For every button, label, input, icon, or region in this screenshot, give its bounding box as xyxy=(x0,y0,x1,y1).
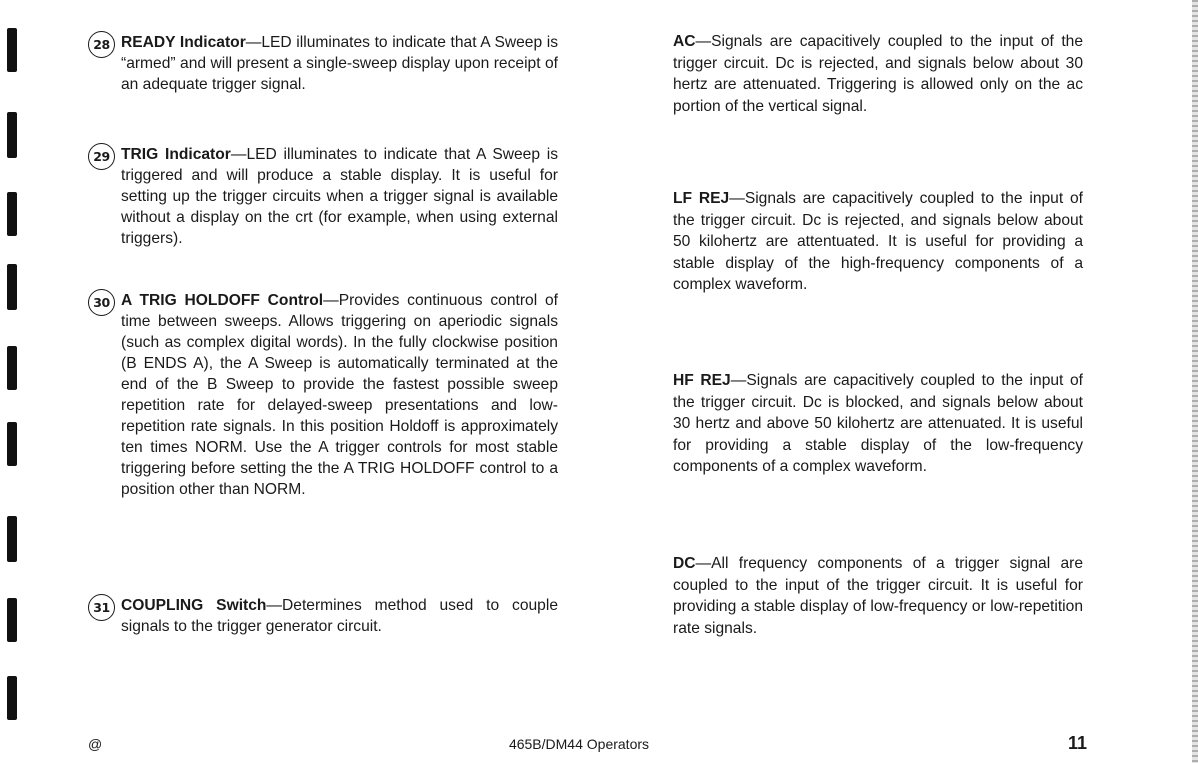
page-number: 11 xyxy=(1068,733,1088,753)
binding-mark xyxy=(7,346,17,390)
binding-mark xyxy=(7,192,17,236)
entry-term: READY Indicator xyxy=(121,34,246,51)
entry-body: —LED illuminates to indicate that A Sweep is triggered and will produce a stable display. It is useful for setting up the trigger circuits when a trigger signal is available without a display on the crt (for example, when using external triggers). xyxy=(121,146,558,247)
coupling-option-ac xyxy=(673,31,1083,117)
option-term: LF REJ xyxy=(673,190,730,207)
coupling-option-lf-rej xyxy=(673,188,1083,296)
option-body: —All frequency components of a trigger signal are coupled to the input of the trigger circuit. It is useful for providing a stable display of low-frequency or low-repetition rate signals. xyxy=(673,555,1083,637)
entry-text xyxy=(88,144,558,249)
entry-text xyxy=(88,290,558,500)
callout-number: 28 xyxy=(88,31,115,58)
entry-body: —LED illuminates to indicate that A Sweep is “armed” and will present a single-sweep display upon receipt of an adequate trigger signal. xyxy=(121,34,558,93)
binding-mark xyxy=(7,516,17,562)
entry-ready-indicator xyxy=(88,32,558,95)
footer-title: 465B/DM44 Operators xyxy=(508,736,650,752)
option-term: HF REJ xyxy=(673,372,731,389)
binding-mark xyxy=(7,264,17,310)
option-body: —Signals are capacitively coupled to the input of the trigger circuit. Dc is blocked, and signals below about 30 hertz and above 50 kilohertz are attenuated. It is useful for providing a stable display of the low-frequency components of a complex waveform. xyxy=(673,372,1083,476)
callout-number: 31 xyxy=(88,594,115,621)
entry-coupling-switch xyxy=(88,595,558,637)
coupling-option-hf-rej xyxy=(673,370,1083,478)
option-term: AC xyxy=(673,33,696,50)
entry-a-trig-holdoff-control xyxy=(88,290,558,500)
callout-number: 30 xyxy=(88,289,115,316)
entry-body: —Provides continuous control of time between sweeps. Allows triggering on aperiodic signals (such as complex digital words). In the fully clockwise position (B ENDS A), the A Sweep is automatically terminated at the end of the B Sweep to provide the fastest possible sweep repetition rate for delayed-sweep presentations and low-repetition rate signals. In this position Holdoff is approximately ten times NORM. Use the A trigger controls for most stable triggering before setting the the A TRIG HOLDOFF control to a position other than NORM. xyxy=(121,292,558,498)
binding-mark xyxy=(7,422,17,466)
binding-mark xyxy=(7,28,17,72)
entry-term: COUPLING Switch xyxy=(121,597,267,614)
entry-trig-indicator xyxy=(88,144,558,249)
option-body: —Signals are capacitively coupled to the input of the trigger circuit. Dc is rejected, and signals below about 30 hertz are attenuated. Triggering is allowed only on the ac portion of the vertical signal. xyxy=(673,33,1083,115)
page-edge xyxy=(1192,0,1198,763)
footer-mark: @ xyxy=(88,736,103,752)
coupling-option-dc xyxy=(673,553,1083,639)
entry-body: —Determines method used to couple signals to the trigger generator circuit. xyxy=(121,597,558,635)
entry-text xyxy=(88,32,558,95)
option-body: —Signals are capacitively coupled to the input of the trigger circuit. Dc is rejected, and signals below about 50 kilohertz are attentuated. It is useful for providing a stable display of the high-frequency components of a complex waveform. xyxy=(673,190,1083,294)
option-term: DC xyxy=(673,555,696,572)
callout-number: 29 xyxy=(88,143,115,170)
entry-term: A TRIG HOLDOFF Control xyxy=(121,292,324,309)
binding-mark xyxy=(7,598,17,642)
entry-term: TRIG Indicator xyxy=(121,146,231,163)
entry-text xyxy=(88,595,558,637)
binding-mark xyxy=(7,676,17,720)
binding-mark xyxy=(7,112,17,158)
